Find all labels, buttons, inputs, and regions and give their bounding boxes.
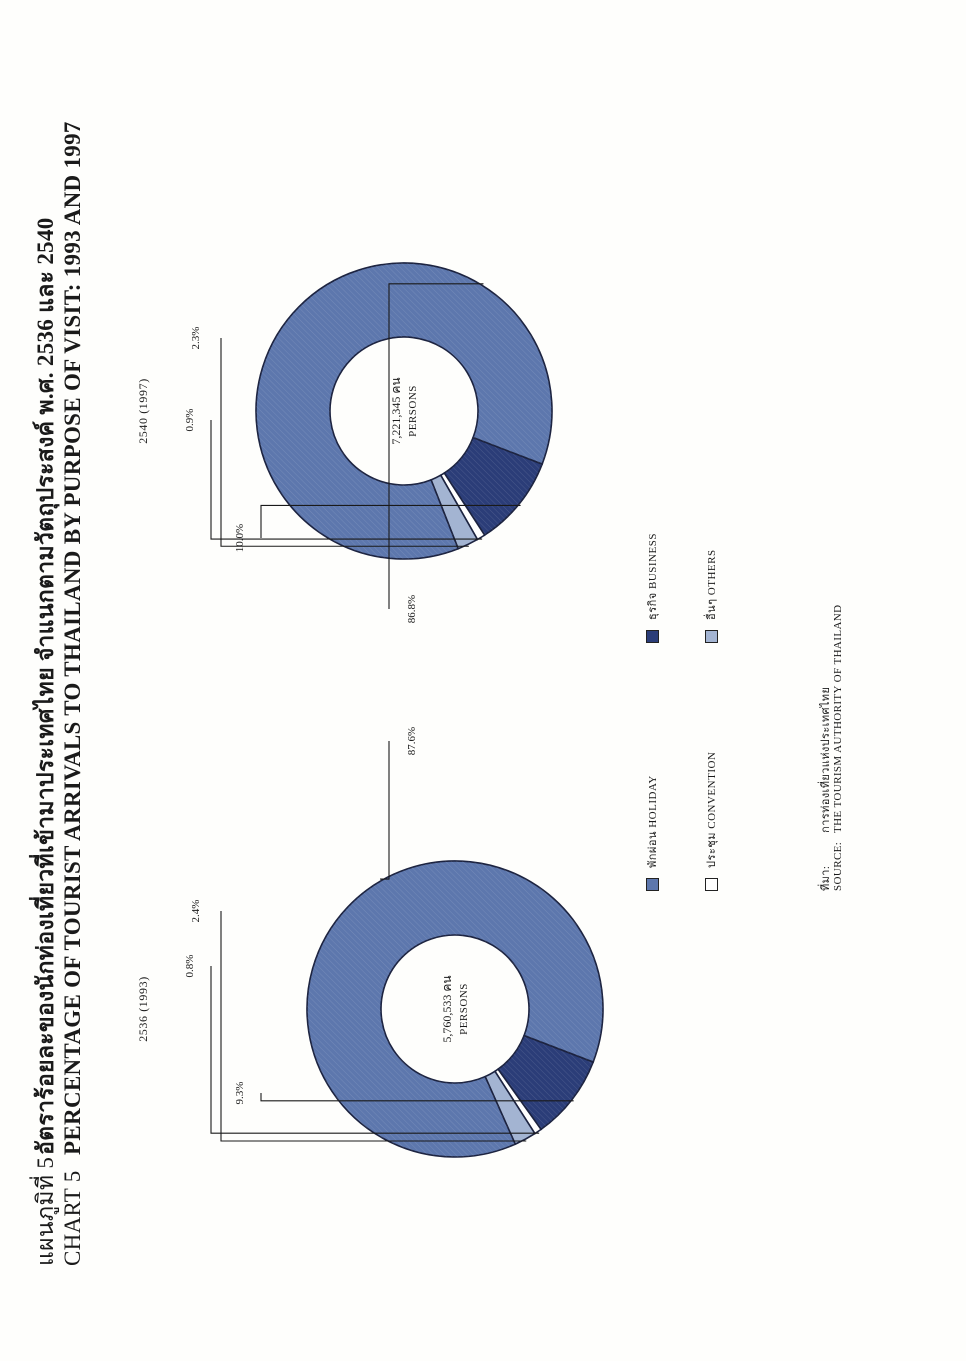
- legend-label-others: อื่นๆ OTHERS: [706, 549, 718, 620]
- legend-label-business: ธุรกิจ BUSINESS: [647, 533, 659, 620]
- pct-label-holiday-1: 86.8%: [406, 594, 418, 624]
- pct-label-convention-0: 0.8%: [184, 954, 196, 978]
- leader-line-holiday-0: [380, 741, 389, 879]
- legend-item-convention: [702, 752, 720, 891]
- center-unit-1: PERSONS: [407, 385, 419, 437]
- source-text-english: THE TOURISM AUTHORITY OF THAILAND: [832, 604, 844, 834]
- chart-number-thai: แผนภูมิที่ 5: [33, 1156, 58, 1266]
- pct-label-others-1: 2.3%: [190, 326, 202, 350]
- donut-chart-1993: [136, 727, 603, 1157]
- legend-swatch-business: [646, 630, 659, 643]
- chart-title-thai-text: อัตราร้อยละของนักท่องเที่ยวที่เข้ามาประเทศไทย จำแนกตามวัตถุประสงค์ พ.ศ. 2536 และ 2540: [33, 217, 58, 1155]
- legend-item-others: [702, 549, 720, 643]
- year-label-0: 2536 (1993): [136, 976, 150, 1042]
- source-text-thai: การท่องเที่ยวแห่งประเทศไทย: [820, 686, 832, 833]
- legend-item-business: [643, 533, 661, 643]
- source-label-thai: ที่มา:: [820, 865, 832, 891]
- center-total-0: 5,760,533 คน: [440, 975, 454, 1043]
- pct-label-holiday-0: 87.6%: [406, 726, 418, 756]
- source-label-english: SOURCE:: [832, 841, 844, 891]
- legend-item-holiday: [643, 775, 661, 891]
- source-english: [832, 605, 844, 891]
- legend-label-holiday: พักผ่อน HOLIDAY: [647, 775, 659, 868]
- legend-swatch-holiday: [646, 878, 659, 891]
- pct-label-business-0: 9.3%: [234, 1081, 246, 1105]
- donut-chart-1997: [136, 263, 552, 623]
- chart-title-english-text: PERCENTAGE OF TOURIST ARRIVALS TO THAILAND BY PURPOSE OF VISIT: 1993 AND 1997: [60, 121, 85, 1155]
- pct-label-business-1: 10.0%: [234, 523, 246, 553]
- legend-swatch-others: [705, 630, 718, 643]
- center-unit-0: PERSONS: [458, 983, 470, 1035]
- legend-swatch-convention: [705, 878, 718, 891]
- year-label-1: 2540 (1997): [136, 378, 150, 444]
- legend-label-convention: ประชุม CONVENTION: [706, 751, 718, 868]
- pct-label-others-0: 2.4%: [190, 899, 202, 923]
- chart-number-english: CHART 5: [60, 1170, 85, 1266]
- center-total-1: 7,221,345 คน: [389, 377, 403, 445]
- pct-label-convention-1: 0.9%: [184, 408, 196, 432]
